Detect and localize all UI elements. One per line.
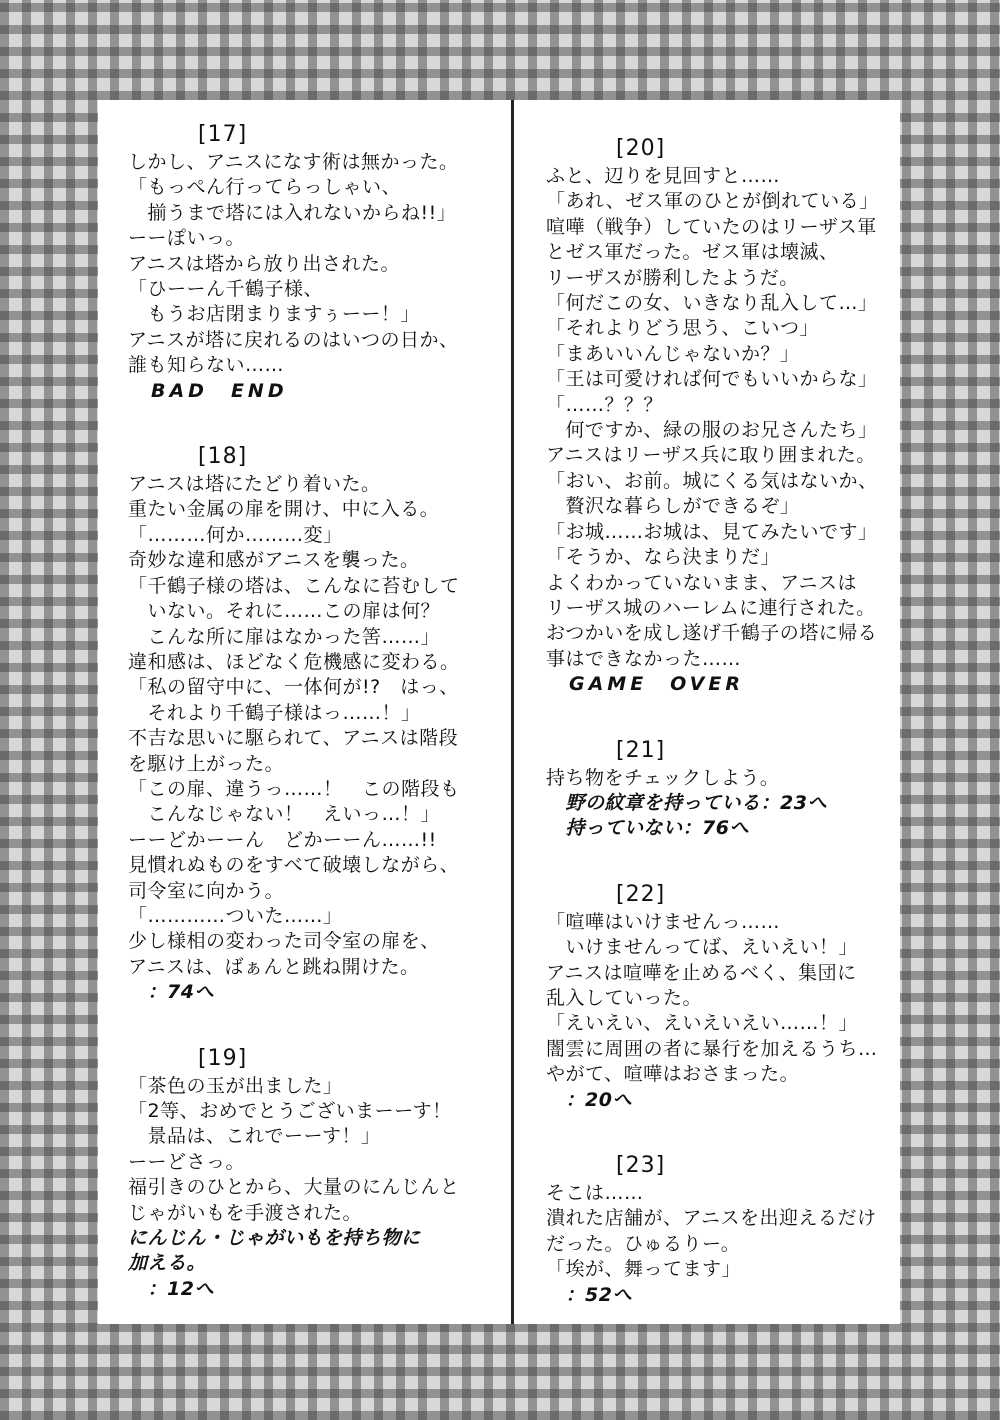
text-line: 「あれ、ゼス軍のひとが倒れている」 xyxy=(546,190,879,213)
text-line: 乱入していった。 xyxy=(546,986,703,1009)
text-line: よくわかっていないまま、アニスは xyxy=(546,571,858,594)
text-line: リーザス城のハーレムに連行された。 xyxy=(546,596,876,619)
text-line: こんな所に扉はなかった筈……」 xyxy=(128,625,441,648)
text-line: 「おい、お前。城にくる気はないか、 xyxy=(546,469,878,492)
right-column xyxy=(546,134,891,1308)
text-line: 「何だこの女、いきなり乱入して…」 xyxy=(546,292,878,315)
text-line: 少し様相の変わった司令室の扉を、 xyxy=(128,930,440,953)
text-line: いけませんってば、えいえい！」 xyxy=(546,936,859,959)
text-line: 「この扉、違うっ……！ この階段も xyxy=(128,777,460,800)
text-line: 「もっぺん行ってらっしゃい、 xyxy=(128,176,402,199)
text-line: リーザスが勝利したようだ。 xyxy=(546,266,799,289)
text-line: 見慣れぬものをすべて破壊しながら、 xyxy=(128,854,460,877)
text-line: 贅沢な暮らしができるぞ」 xyxy=(546,495,800,518)
text-line: 「それよりどう思う、こいつ」 xyxy=(546,317,820,340)
text-line: 揃うまで塔には入れないからね!!」 xyxy=(128,201,457,224)
text-line: 事はできなかった…… xyxy=(546,647,742,670)
text-line: じゃがいもを手渡された。 xyxy=(128,1201,363,1224)
section-gap xyxy=(128,1006,498,1044)
section-number: [20] xyxy=(616,136,666,161)
text-line: 「………何か………変」 xyxy=(128,523,343,546)
section-gap xyxy=(546,1113,891,1151)
text-line: 「千鶴子様の塔は、こんなに苔むして xyxy=(128,574,460,597)
text-line: ふと、辺りを見回すと…… xyxy=(546,165,781,187)
text-line: 「茶色の玉が出ました」 xyxy=(128,1074,343,1097)
choice-line: にんじん・じゃがいもを持ち物に xyxy=(128,1227,421,1250)
text-line: 「まあいいんじゃないか？」 xyxy=(546,342,800,365)
story-section xyxy=(546,880,891,1113)
text-line: 闇雲に周囲の者に暴行を加えるうち… xyxy=(546,1037,878,1060)
text-line: 「王は可愛ければ何でもいいからな」 xyxy=(546,368,878,391)
text-line: 「喧嘩はいけませんっ…… xyxy=(546,910,781,933)
ending-mark: GAME OVER xyxy=(546,673,744,696)
text-line: を駆け上がった。 xyxy=(128,752,285,775)
text-line: 「2等、おめでとうございまーーす！ xyxy=(128,1100,452,1122)
text-line: こんなじゃない！ えいっ…！」 xyxy=(128,803,441,826)
text-line: そこは…… xyxy=(546,1182,644,1204)
left-column xyxy=(128,120,498,1302)
text-line: アニスは塔から放り出された。 xyxy=(128,252,401,275)
text-line: それより千鶴子様はっ……！」 xyxy=(128,701,421,724)
choice-line: 加える。 xyxy=(128,1252,207,1275)
text-line: 何ですか、緑の服のお兄さんたち」 xyxy=(546,419,878,442)
text-line: 奇妙な違和感がアニスを襲った。 xyxy=(128,549,420,572)
story-section xyxy=(128,442,498,1006)
choice-line: 持っていない：76へ xyxy=(546,817,749,840)
column-divider xyxy=(511,100,514,1324)
text-line: 持ち物をチェックしよう。 xyxy=(546,766,780,789)
section-gap xyxy=(546,698,891,736)
story-section xyxy=(546,736,891,842)
text-line: 誰も知らない…… xyxy=(128,354,285,377)
text-line: ーーぽいっ。 xyxy=(128,227,246,250)
text-line: ーーどさっ。 xyxy=(128,1150,246,1173)
text-line: 喧嘩（戦争）していたのはリーザス軍 xyxy=(546,215,877,238)
text-line: アニスは、ばぁんと跳ね開けた。 xyxy=(128,955,420,978)
section-gap xyxy=(128,404,498,442)
text-line: 違和感は、ほどなく危機感に変わる。 xyxy=(128,650,460,673)
text-line: 「私の留守中に、一体何が!? はっ、 xyxy=(128,676,459,699)
text-line: 「……？？？ xyxy=(546,393,664,416)
section-number: [19] xyxy=(198,1045,248,1071)
section-number: [18] xyxy=(198,444,248,470)
text-line: 不吉な思いに駆られて、アニスは階段 xyxy=(128,727,459,750)
text-line: もうお店閉まりますぅーー！」 xyxy=(128,303,420,326)
story-section xyxy=(546,134,891,698)
text-line: 「お城……お城は、見てみたいです」 xyxy=(546,520,878,543)
choice-line: ：74へ xyxy=(128,981,214,1004)
text-line: 重たい金属の扉を開け、中に入る。 xyxy=(128,498,440,521)
ending-mark: BAD END xyxy=(128,379,288,402)
section-number: [22] xyxy=(616,881,666,907)
text-line: ーーどかーーん どかーーん……!! xyxy=(128,828,437,851)
choice-line: ：52へ xyxy=(546,1283,632,1306)
choice-line: ：20へ xyxy=(546,1088,632,1111)
text-line: 「埃が、舞ってます」 xyxy=(546,1258,742,1281)
section-number: [23] xyxy=(616,1153,666,1178)
text-line: 「…………ついた……」 xyxy=(128,904,343,927)
text-line: アニスが塔に戻れるのはいつの日か、 xyxy=(128,328,459,351)
text-line: 「そうか、なら決まりだ」 xyxy=(546,546,781,569)
text-line: 司令室に向かう。 xyxy=(128,879,285,902)
choice-line: ：12へ xyxy=(128,1277,214,1300)
text-line: アニスはリーザス兵に取り囲まれた。 xyxy=(546,444,876,467)
text-line: とゼス軍だった。ゼス軍は壊滅、 xyxy=(546,241,839,264)
text-line: 福引きのひとから、大量のにんじんと xyxy=(128,1176,460,1199)
story-section xyxy=(128,1044,498,1303)
story-section xyxy=(128,120,498,404)
text-line: アニスは喧嘩を止めるべく、集団に xyxy=(546,961,857,984)
text-line: 潰れた店舗が、アニスを出迎えるだけ xyxy=(546,1207,877,1230)
text-line: しかし、アニスになす術は無かった。 xyxy=(128,151,459,173)
text-line: 「ひーーん千鶴子様、 xyxy=(128,278,324,301)
text-line: だった。ひゅるりー。 xyxy=(546,1232,741,1255)
choice-line: 野の紋章を持っている：23へ xyxy=(546,791,827,814)
text-line: いない。それに……この扉は何？ xyxy=(128,600,441,623)
section-gap xyxy=(546,842,891,880)
text-line: やがて、喧嘩はおさまった。 xyxy=(546,1063,800,1086)
section-number: [17] xyxy=(198,122,248,147)
text-line: 「えいえい、えいえいえい……！」 xyxy=(546,1012,859,1035)
story-section xyxy=(546,1151,891,1308)
text-line: 景品は、これでーーす！」 xyxy=(128,1125,381,1148)
text-line: アニスは塔にたどり着いた。 xyxy=(128,473,381,496)
section-number: [21] xyxy=(616,737,666,763)
text-line: おつかいを成し遂げ千鶴子の塔に帰る xyxy=(546,622,878,645)
